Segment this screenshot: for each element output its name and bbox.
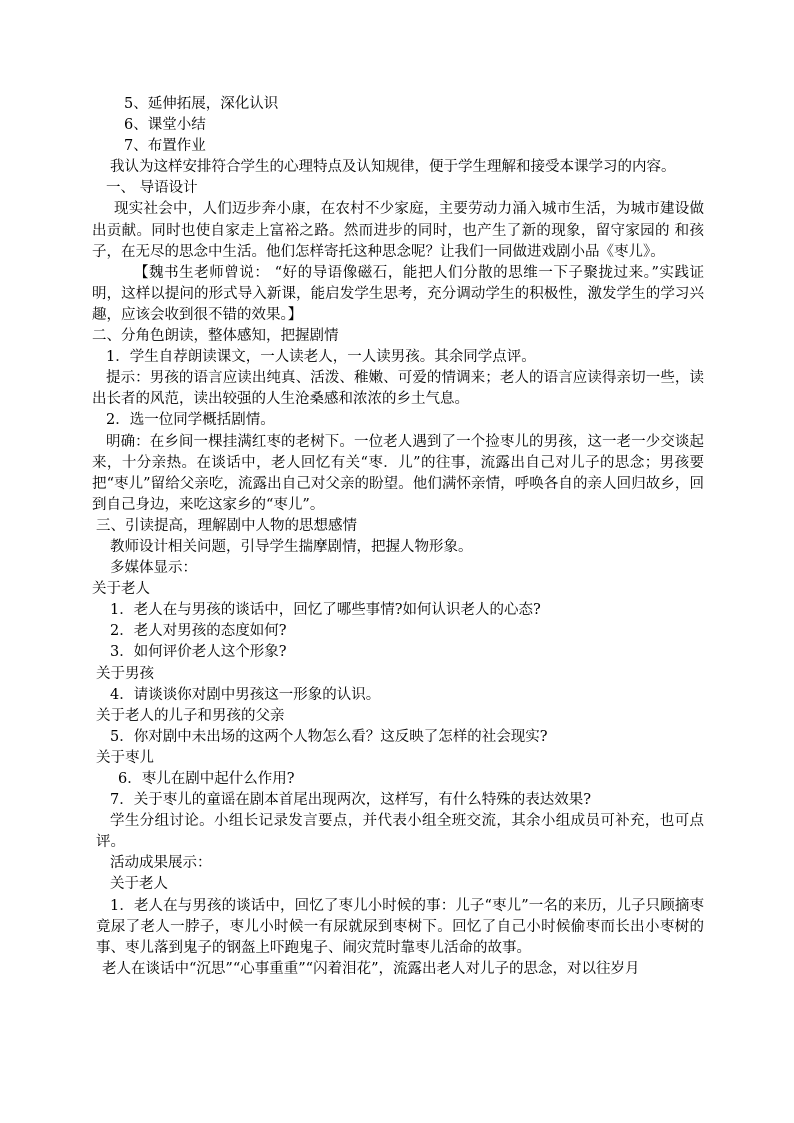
topic-old-man: 关于老人 (92, 581, 150, 598)
teacher-design: 教师设计相关问题，引导学生揣摩剧情，把握人物形象。 (110, 538, 473, 555)
question-3: 3．如何评价老人这个形象? (110, 644, 287, 661)
question-7: 7．关于枣儿的童谣在剧本首尾出现两次，这样写，有什么特殊的表达效果? (110, 792, 591, 809)
intro-paragraph: 现实社会中，人们迈步奔小康，在农村不少家庭，主要劳动力涌入城市生活，为城市建设做出贡献。同时也使自家走上富裕之路。然而进步的同时，也产生了新的现象，留守家园的 和孩子，在无尽的思念中生活。他们怎样寄托这种思念呢？让我们一同做进戏剧小品《枣儿》。 (92, 201, 704, 260)
question-2: 2．老人对男孩的态度如何? (110, 623, 287, 640)
question-6: 6．枣儿在剧中起什么作用? (118, 771, 295, 787)
question-4: 4．请谈谈你对剧中男孩这一形象的认识。 (110, 686, 381, 703)
section-heading-1: 一、 导语设计 (106, 180, 198, 197)
arrangement-paragraph: 我认为这样安排符合学生的心理特点及认知规律，便于学生理解和接受本课学习的内容。 (110, 159, 676, 176)
topic-son-and-father: 关于老人的儿子和男孩的父亲 (96, 707, 285, 724)
outline-step-7: 7、布置作业 (124, 138, 206, 155)
reading-step-1: 1．学生自荐朗读课文，一人读老人，一人读男孩。其余同学点评。 (106, 349, 536, 366)
question-5: 5．你对剧中未出场的这两个人物怎么看？这反映了怎样的社会现实? (110, 728, 548, 745)
topic-boy: 关于男孩 (96, 665, 154, 682)
section-heading-2: 二、分角色朗读，整体感知，把握剧情 (92, 328, 339, 345)
multimedia-label: 多媒体显示： (110, 560, 197, 577)
topic-zaoer: 关于枣儿 (96, 749, 154, 766)
result-topic-old-man: 关于老人 (110, 876, 168, 893)
outline-step-6: 6、课堂小结 (124, 117, 206, 134)
document-body (92, 94, 704, 980)
quote-paragraph: 【魏书生老师曾说： “好的导语像磁石，能把人们分散的思维一下子聚拢过来。”实践证明，这样以提问的形式导入新课，能启发学生思考，充分调动学生的积极性，激发学生的学习兴趣，应该会收到很不错的效果。】 (92, 264, 704, 323)
reading-step-2: 2．选一位同学概括剧情。 (106, 412, 275, 429)
plot-summary: 明确：在乡间一棵挂满红枣的老树下。一位老人遇到了一个捡枣儿的男孩，这一老一少交谈起来，十分亲热。在谈话中，老人回忆有关“枣．儿”的往事，流露出自己对儿子的思念；男孩要把“枣儿”留给父亲吃，流露出自己对父亲的盼望。他们满怀亲情，呼唤各自的亲人回归故乡，回到自己身边，来吃这家乡的“枣儿”。 (92, 433, 704, 513)
outline-step-5: 5、延伸拓展，深化认识 (124, 96, 279, 112)
result-answer-continued: 老人在谈话中“沉思”“心事重重”“闪着泪花”，流露出老人对儿子的思念，对以往岁月 (102, 960, 640, 977)
group-discussion: 学生分组讨论。小组长记录发言要点，并代表小组全班交流，其余小组成员可补充，也可点评。 (96, 813, 704, 851)
section-heading-3: 三、引读提高，理解剧中人物的思想感情 (96, 517, 357, 534)
question-1: 1．老人在与男孩的谈话中，回忆了哪些事情?如何认识老人的心态? (110, 602, 541, 619)
results-label: 活动成果展示： (110, 855, 212, 872)
result-answer-1: 1．老人在与男孩的谈话中，回忆了枣儿小时候的事：儿子“枣儿”一名的来历，儿子只顾摘枣竟尿了老人一脖子，枣儿小时候一有尿就尿到枣树下。回忆了自己小时候偷枣而长出小枣树的事、枣儿落到鬼子的钢盔上吓跑鬼子、闹灾荒时靠枣儿活命的故事。 (96, 897, 704, 956)
reading-tip: 提示：男孩的语言应读出纯真、活泼、稚嫩、可爱的情调来；老人的语言应读得亲切一些，读出长者的风范，读出较强的人生沧桑感和浓浓的乡土气息。 (92, 370, 704, 408)
